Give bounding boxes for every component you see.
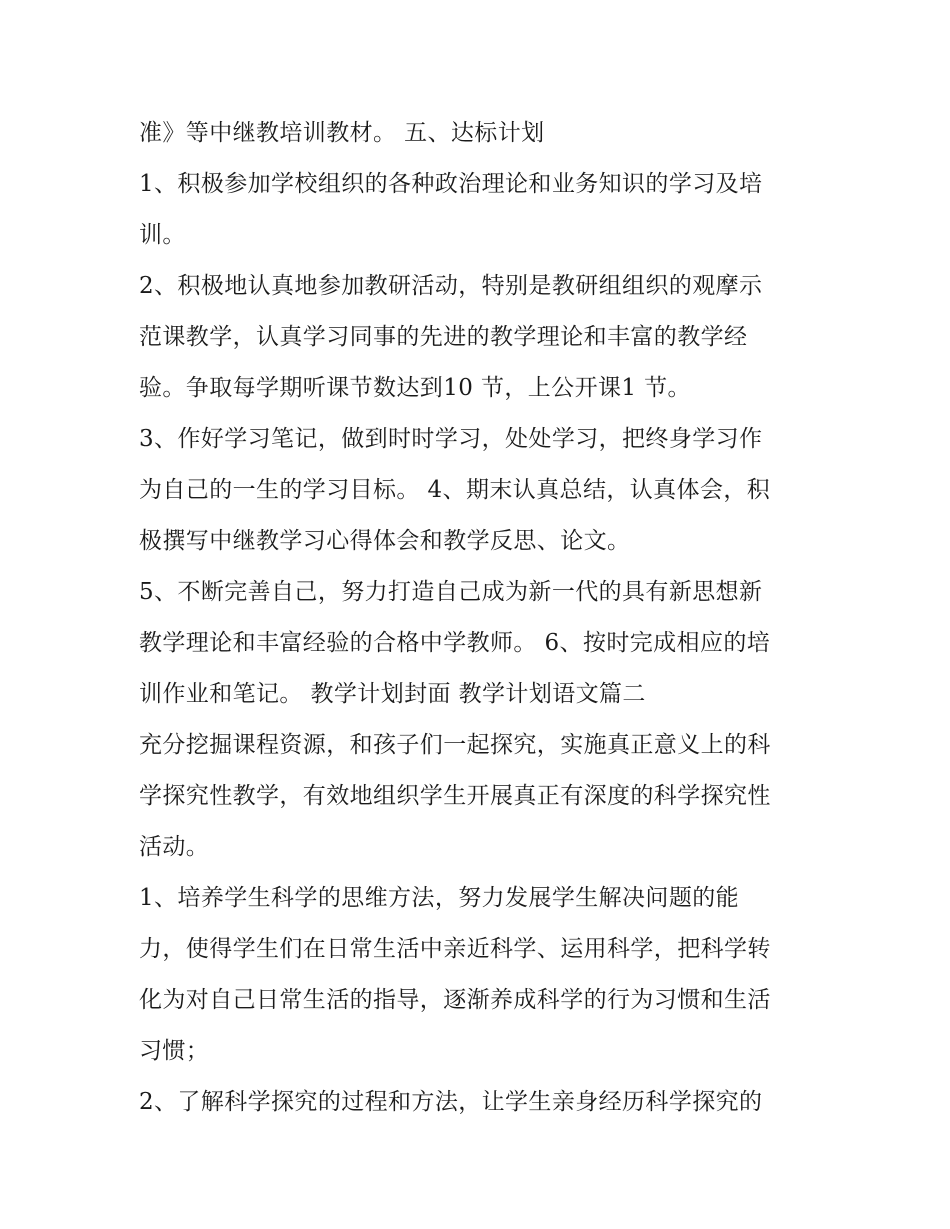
text-line: 训作业和笔记。 教学计划封面 教学计划语文篇二: [139, 681, 646, 707]
text-line: 准》等中继教培训教材。 五、达标计划: [139, 120, 545, 146]
text-line: 学探究性教学，有效地组织学生开展真正有深度的科学探究性: [139, 783, 771, 809]
text-line: 2、了解科学探究的过程和方法，让学生亲身经历科学探究的: [139, 1089, 763, 1115]
text-line: 活动。: [139, 834, 210, 860]
text-line: 1、培养学生科学的思维方法，努力发展学生解决问题的能: [139, 885, 740, 911]
text-line: 为自己的一生的学习目标。 4、期末认真总结，认真体会，积: [139, 477, 771, 503]
text-line: 5、不断完善自己，努力打造自己成为新一代的具有新思想新: [139, 579, 763, 605]
text-line: 充分挖掘课程资源，和孩子们一起探究，实施真正意义上的科: [139, 732, 771, 758]
document-body: [139, 108, 839, 1128]
text-line: 验。争取每学期听课节数达到10 节，上公开课1 节。: [139, 375, 691, 401]
text-line: 极撰写中继教学习心得体会和教学反思、论文。: [139, 528, 631, 554]
text-line: 训。: [139, 222, 186, 248]
text-line: 习惯；: [139, 1038, 210, 1064]
text-line: 力，使得学生们在日常生活中亲近科学、运用科学，把科学转: [139, 936, 771, 962]
text-line: 2、积极地认真地参加教研活动，特别是教研组组织的观摩示: [139, 273, 763, 299]
text-line: 1、积极参加学校组织的各种政治理论和业务知识的学习及培: [139, 171, 763, 197]
text-line: 教学理论和丰富经验的合格中学教师。 6、按时完成相应的培: [139, 630, 771, 656]
text-line: 化为对自己日常生活的指导，逐渐养成科学的行为习惯和生活: [139, 987, 771, 1013]
text-line: 3、作好学习笔记，做到时时学习，处处学习，把终身学习作: [139, 426, 763, 452]
text-line: 范课教学，认真学习同事的先进的教学理论和丰富的教学经: [139, 324, 748, 350]
